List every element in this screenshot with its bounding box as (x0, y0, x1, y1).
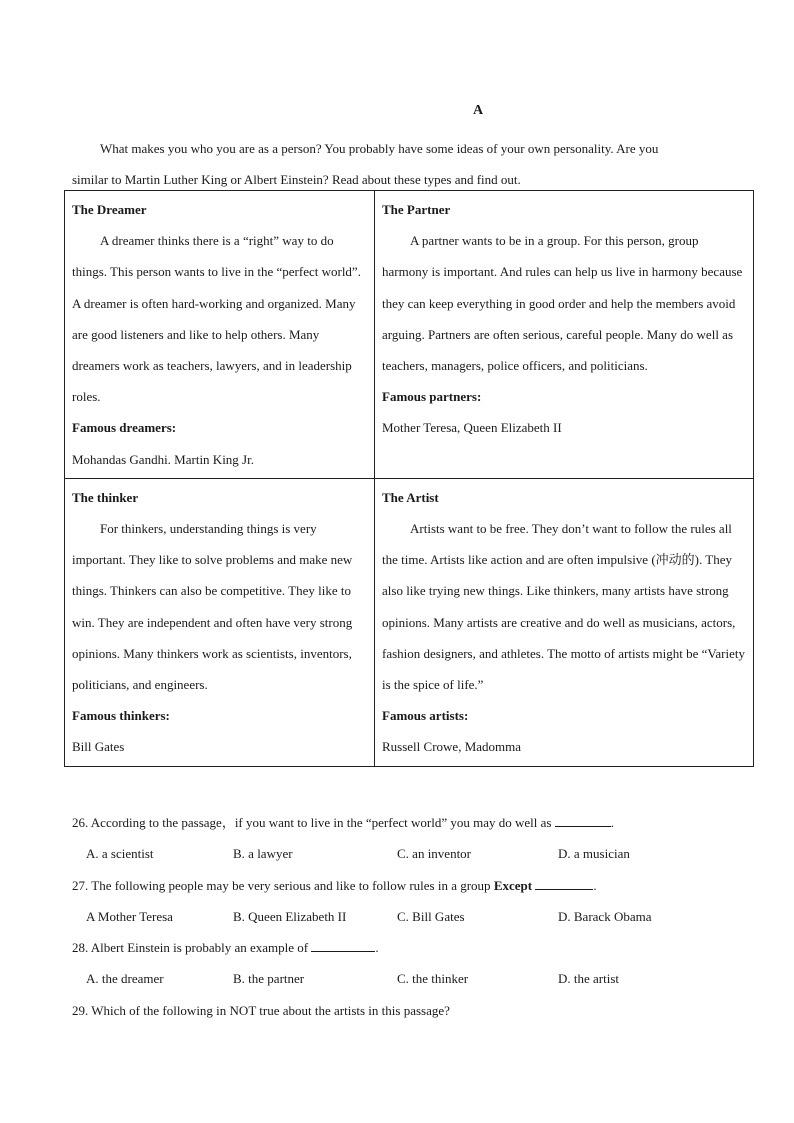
partner-description: A partner wants to be in a group. For this person, group harmony is important. And rules can help us live in harmony because they can keep everything in good order and help the members avoid arguing. Partners are often serious, careful people. Many do well as teachers, managers, police officers, and politicians. (382, 233, 743, 374)
questions-section (72, 810, 752, 1029)
thinker-cell (65, 478, 375, 766)
option-c: C. an inventor (397, 846, 472, 862)
option-c: C. Bill Gates (397, 908, 465, 924)
dreamer-title: The Dreamer (72, 202, 147, 217)
thinker-description: For thinkers, understanding things is very important. They like to solve problems and make new things. Thinkers can also be competitive. They like to win. They are independent and often have very strong opinions. Many thinkers work as scientists, inventors, politicians, and engineers. (72, 521, 353, 693)
artist-famous: Russell Crowe, Madomma (382, 739, 522, 755)
question-27-emphasis: Except (493, 877, 533, 893)
question-27 (72, 873, 752, 904)
answer-blank (555, 812, 611, 827)
option-b: B. the partner (233, 971, 305, 987)
question-26-end: . (610, 815, 614, 830)
question-26-stem: 26. According to the passage，if you want to live in the “perfect world” you may do well as (72, 815, 552, 830)
thinker-title: The thinker (72, 489, 139, 505)
question-28-stem: 28. Albert Einstein is probably an example of (72, 940, 309, 956)
intro-line-2: similar to Martin Luther King or Albert Einstein? Read about these types and find out. (72, 172, 521, 187)
option-a: A. the dreamer (86, 971, 164, 987)
option-d: D. the artist (558, 971, 620, 987)
artist-title: The Artist (382, 489, 439, 505)
question-27-stem: 27. The following people may be very serious and like to follow rules in a group (72, 877, 491, 893)
option-b: B. Queen Elizabeth II (233, 908, 347, 924)
option-a: A. a scientist (86, 846, 154, 862)
table-row (65, 478, 754, 766)
thinker-famous-label: Famous thinkers: (72, 708, 170, 724)
option-a: A Mother Teresa (86, 908, 173, 924)
personality-types-table (64, 190, 754, 767)
partner-cell (375, 191, 754, 479)
question-27-end: . (593, 877, 597, 893)
option-c: C. the thinker (397, 971, 469, 987)
table-row (65, 191, 754, 479)
question-26 (72, 810, 752, 841)
partner-famous: Mother Teresa, Queen Elizabeth II (382, 420, 562, 436)
dreamer-description: A dreamer thinks there is a “right” way to do things. This person wants to live in the “perfect world”. A dreamer is often hard-working and organized. Many are good listeners and like to help others. Many dreamers work as teachers, lawyers, and in leadership roles. (72, 233, 361, 405)
option-b: B. a lawyer (233, 846, 293, 862)
question-27-options (72, 904, 752, 935)
question-26-options (72, 841, 752, 872)
dreamer-famous-label: Famous dreamers: (72, 420, 177, 436)
answer-blank (311, 937, 375, 952)
question-29 (72, 998, 752, 1029)
artist-famous-label: Famous artists: (382, 708, 469, 724)
option-d: D. a musician (558, 846, 630, 862)
answer-blank (535, 875, 593, 890)
thinker-famous: Bill Gates (72, 739, 125, 755)
partner-title: The Partner (382, 202, 451, 217)
question-28-end: . (375, 940, 379, 956)
intro-line-1: What makes you who you are as a person? You probably have some ideas of your own personality. Are you (100, 141, 659, 156)
question-29-stem: 29. Which of the following in NOT true about the artists in this passage? (72, 1002, 450, 1018)
artist-cell (375, 478, 754, 766)
artist-description: Artists want to be free. They don’t want to follow the rules all the time. Artists like action and are often impulsive (冲动的). They also like trying new things. Like thinkers, many artists have strong opinions. Many artists are creative and do well as musicians, actors, fashion designers, and athletes. The motto of artists might be “Variety is the spice of life.” (382, 521, 745, 693)
section-title: A (472, 103, 484, 118)
dreamer-famous: Mohandas Gandhi. Martin King Jr. (72, 451, 254, 467)
intro-paragraph (72, 133, 732, 195)
dreamer-cell (65, 191, 375, 479)
partner-famous-label: Famous partners: (382, 389, 482, 405)
option-d: D. Barack Obama (558, 908, 652, 924)
question-28-options (72, 966, 752, 997)
question-28 (72, 935, 752, 966)
